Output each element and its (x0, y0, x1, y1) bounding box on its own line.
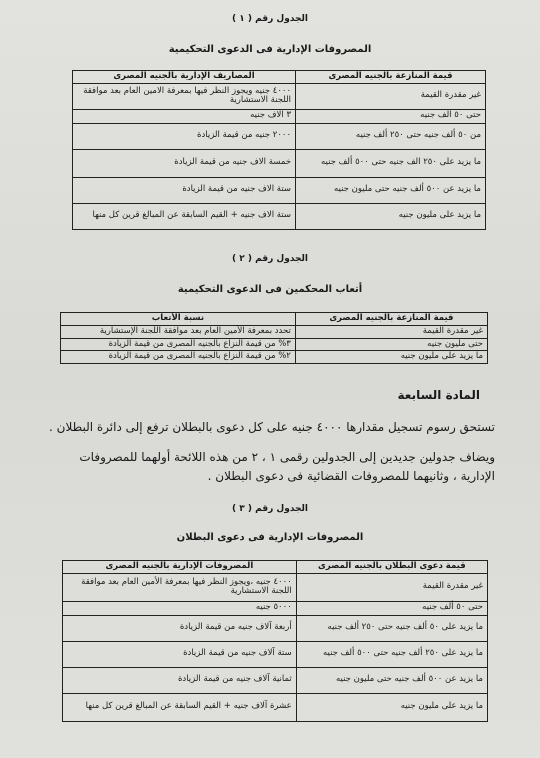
table-cell: غير مقدرة القيمة (296, 83, 486, 109)
table-cell: ٤٠٠٠ جنيه ويجوز النظر فيها بمعرفة الامين العام بعد موافقة اللجنة الاستشارية (73, 83, 296, 109)
table-cell: ما يزيد على ٢٥٠ ألف جنيه حتى ٥٠٠ ألف جنيه (296, 641, 487, 667)
table2-header-rate: نسبة الأتعاب (61, 313, 296, 326)
table-cell: أربعة آلاف جنيه من قيمة الزيادة (63, 615, 297, 641)
table-row (63, 601, 488, 615)
table2-label: الجدول رقم ( ٢ ) (232, 254, 308, 264)
table-cell: ٥٠٠٠ جنيه (63, 601, 297, 615)
table-cell: عشرة آلاف جنيه + القيم السابقة عن المبالغ قرين كل منها (63, 693, 297, 721)
table-cell: غير مقدرة القيمة (296, 573, 487, 601)
table-row (73, 149, 486, 177)
table1-title: المصروفات الإدارية فى الدعوى التحكيمية (168, 44, 372, 55)
table-row (63, 667, 488, 693)
table-cell: ما يزيد على مليون جنيه (295, 351, 487, 364)
table3-header-fees: المصروفات الإدارية بالجنيه المصرى (63, 561, 297, 574)
table1-header-fees: المصاريف الإدارية بالجنيه المصرى (73, 71, 296, 84)
table-row (73, 123, 486, 149)
table-cell: تحدد بمعرفة الأمين العام بعد موافقة اللجنة الإستشارية (61, 325, 296, 338)
table-cell: ما يزيد عن ٥٠٠ ألف جنيه حتى مليون جنيه (296, 177, 486, 203)
table-cell: ٢% من قيمة النزاع بالجنيه المصرى من قيمة الزيادة (61, 351, 296, 364)
table-row (63, 693, 488, 721)
table-row (61, 338, 488, 351)
article-title: المادة السابعة (397, 388, 480, 402)
table2-header-value: قيمة المنازعة بالجنيه المصرى (295, 313, 487, 326)
table-cell: غير مقدرة القيمة (295, 325, 487, 338)
table3-label: الجدول رقم ( ٣ ) (232, 504, 308, 514)
table-cell: ما يزيد على ٥٠ ألف جنيه حتى ٢٥٠ ألف جنيه (296, 615, 487, 641)
table1-label: الجدول رقم ( ١ ) (232, 14, 308, 24)
table-row (63, 615, 488, 641)
table-cell: حتى مليون جنيه (295, 338, 487, 351)
table-row (61, 325, 488, 338)
table-row (61, 351, 488, 364)
table1 (72, 70, 486, 230)
table-cell: ما يزيد عن ٥٠٠ ألف جنيه حتى مليون جنيه (296, 667, 487, 693)
table-cell: من ٥٠ ألف جنيه حتى ٢٥٠ ألف جنيه (296, 123, 486, 149)
table2-title: أتعاب المحكمين فى الدعوى التحكيمية (177, 284, 363, 295)
table3-header-row (63, 561, 488, 574)
table-row (63, 573, 488, 601)
table-cell: خمسة الاف جنيه من قيمة الزيادة (73, 149, 296, 177)
table-cell: ما يزيد على ٢٥٠ الف جنيه حتى ٥٠٠ ألف جنيه (296, 149, 486, 177)
table2-header-row (61, 313, 488, 326)
table-cell: ستة الاف جنيه + القيم السابقة عن المبالغ قرين كل منها (73, 203, 296, 229)
table-row (73, 109, 486, 123)
table-cell: حتى ٥٠ ألف جنيه (296, 601, 487, 615)
table1-header-value: قيمة المنازعة بالجنيه المصرى (296, 71, 486, 84)
table-cell: ثمانية آلاف جنيه من قيمة الزيادة (63, 667, 297, 693)
article-paragraph-2: ويضاف جدولين جديدين إلى الجدولين رقمى ١ ، ٢ من هذه اللائحة أولهما للمصروفات الإدارية ، وثانيهما للمصروفات القضائية فى دعوى البطلان . (79, 450, 495, 484)
table-row (63, 641, 488, 667)
table-cell: ما يزيد على مليون جنيه (296, 693, 487, 721)
table-cell: ما يزيد على مليون جنيه (296, 203, 486, 229)
table-row (73, 177, 486, 203)
table-row (73, 203, 486, 229)
table3 (62, 560, 488, 722)
table2 (60, 312, 488, 364)
table-cell: ٤٠٠٠ جنيه ،ويجوز النظر فيها بمعرفة الأمين العام بعد موافقة اللجنة الاستشارية (63, 573, 297, 601)
article-paragraph-1: تستحق رسوم تسجيل مقدارها ٤٠٠٠ جنيه على كل دعوى بالبطلان ترفع إلى دائرة البطلان . (49, 420, 495, 434)
table-cell: ٣% من قيمة النزاع بالجنيه المصرى من قيمة الزيادة (61, 338, 296, 351)
table-cell: ٢٠٠٠ جنيه من قيمة الزيادة (73, 123, 296, 149)
table3-header-value: قيمة دعوى البطلان بالجنيه المصرى (296, 561, 487, 574)
table-cell: ٣ الاف جنيه (73, 109, 296, 123)
table-cell: ستة آلاف جنيه من قيمة الزيادة (63, 641, 297, 667)
table3-title: المصروفات الإدارية فى دعوى البطلان (176, 532, 364, 543)
table1-header-row (73, 71, 486, 84)
table-row (73, 83, 486, 109)
table-cell: حتى ٥٠ الف جنيه (296, 109, 486, 123)
table-cell: ستة الاف جنيه من قيمة الزيادة (73, 177, 296, 203)
